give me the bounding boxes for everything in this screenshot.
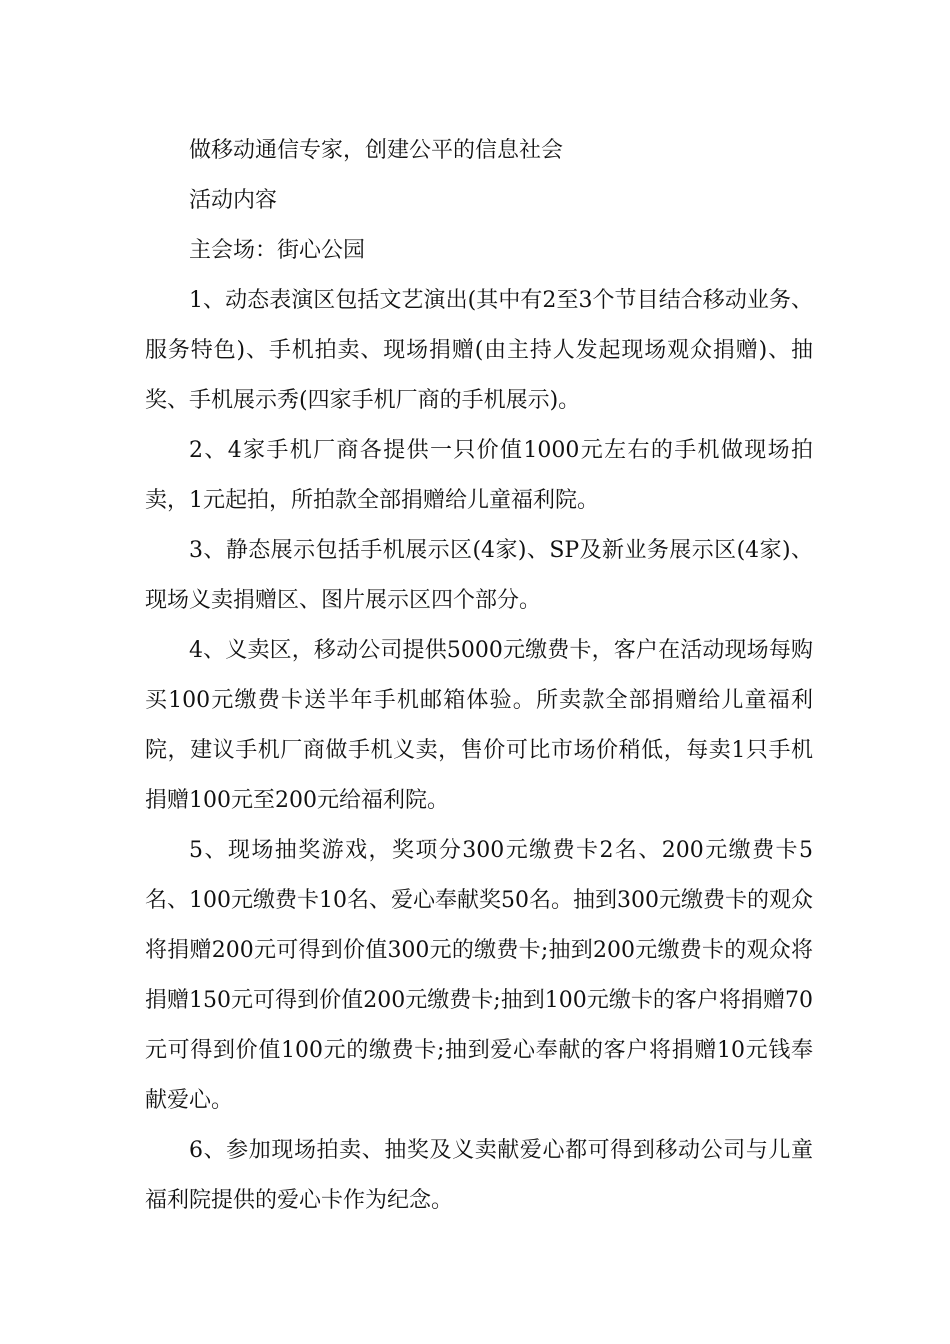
item-2-paragraph: 2、4家手机厂商各提供一只价值1000元左右的手机做现场拍卖，1元起拍，所拍款全部捐赠给儿童福利院。 bbox=[145, 438, 813, 513]
item-4-paragraph: 4、义卖区，移动公司提供5000元缴费卡，客户在活动现场每购买100元缴费卡送半年手机邮箱体验。所卖款全部捐赠给儿童福利院，建议手机厂商做手机义卖，售价可比市场价稍低，每卖1只手机捐赠100元至200元给福利院。 bbox=[145, 638, 813, 813]
item-3-paragraph: 3、静态展示包括手机展示区(4家)、SP及新业务展示区(4家)、现场义卖捐赠区、图片展示区四个部分。 bbox=[145, 538, 813, 613]
item-5-paragraph: 5、现场抽奖游戏，奖项分300元缴费卡2名、200元缴费卡5名、100元缴费卡10名、爱心奉献奖50名。抽到300元缴费卡的观众将捐赠200元可得到价值300元的缴费卡;抽到200元缴费卡的观众将捐赠150元可得到价值200元缴费卡;抽到100元缴卡的客户将捐赠70元可得到价值100元的缴费卡;抽到爱心奉献的客户将捐赠10元钱奉献爱心。 bbox=[145, 838, 813, 1113]
document-page bbox=[145, 126, 813, 1226]
slogan-paragraph: 做移动通信专家，创建公平的信息社会 bbox=[189, 138, 564, 163]
section-heading: 活动内容 bbox=[189, 188, 278, 213]
item-1-paragraph: 1、动态表演区包括文艺演出(其中有2至3个节目结合移动业务、服务特色)、手机拍卖、现场捐赠(由主持人发起现场观众捐赠)、抽奖、手机展示秀(四家手机厂商的手机展示)。 bbox=[145, 288, 813, 413]
venue-paragraph: 主会场：街心公园 bbox=[189, 238, 366, 263]
item-6-paragraph: 6、参加现场拍卖、抽奖及义卖献爱心都可得到移动公司与儿童福利院提供的爱心卡作为纪念。 bbox=[145, 1138, 813, 1213]
